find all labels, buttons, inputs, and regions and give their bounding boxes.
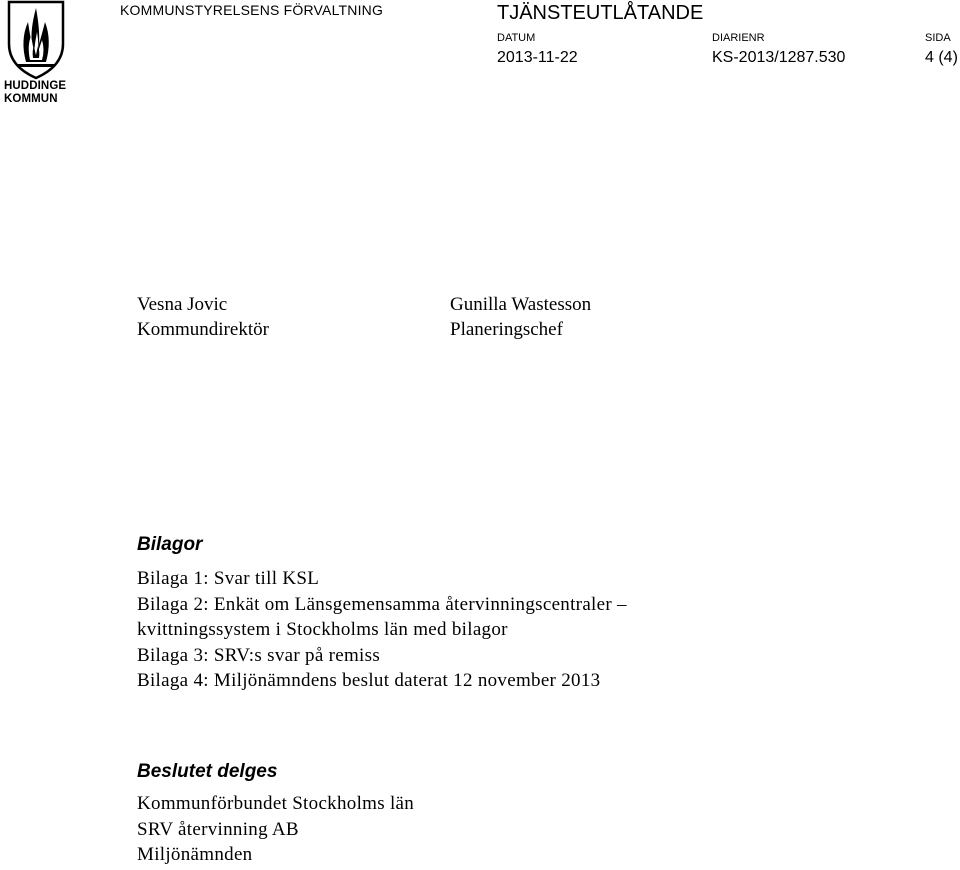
list-item: Bilaga 4: Miljönämndens beslut daterat 12 november 2013: [137, 670, 601, 691]
bilagor-list: [137, 566, 627, 694]
signature-block-left: [137, 292, 269, 342]
signatory-title: Planeringschef: [450, 319, 563, 340]
logo-text-line2: KOMMUN: [4, 93, 58, 105]
datum-value: 2013-11-22: [497, 49, 578, 66]
organization-name: KOMMUNSTYRELSENS FÖRVALTNING: [120, 2, 384, 18]
list-item: SRV återvinning AB: [137, 818, 299, 840]
sida-value: 4 (4): [925, 49, 958, 66]
list-item: Miljönämnden: [137, 844, 253, 865]
recipients-list: [137, 791, 414, 868]
list-item: Bilaga 2: Enkät om Länsgemensamma återvinningscentraler –: [137, 593, 627, 615]
list-item: kvittningssystem i Stockholms län med bilagor: [137, 619, 508, 640]
diarienr-value: KS-2013/1287.530: [712, 49, 846, 66]
logo-text-line1: HUDDINGE: [4, 80, 67, 92]
signatory-title: Kommundirektör: [137, 319, 269, 340]
huddinge-kommun-logo: [4, 0, 68, 108]
signatory-name: Vesna Jovic: [137, 294, 228, 315]
datum-label: DATUM: [497, 32, 536, 44]
list-item: Bilaga 1: Svar till KSL: [137, 568, 320, 589]
signature-block-right: [450, 292, 591, 342]
flame-shield-icon: [6, 0, 66, 80]
beslutet-delges-heading: Beslutet delges: [137, 761, 278, 782]
sida-label: SIDA: [925, 32, 951, 44]
bilagor-heading: Bilagor: [137, 534, 203, 555]
list-item: Bilaga 3: SRV:s svar på remiss: [137, 644, 381, 666]
list-item: Kommunförbundet Stockholms län: [137, 793, 415, 814]
diarienr-label: DIARIENR: [712, 32, 765, 44]
signatory-name: Gunilla Wastesson: [450, 294, 592, 315]
document-type: TJÄNSTEUTLÅTANDE: [497, 2, 704, 24]
